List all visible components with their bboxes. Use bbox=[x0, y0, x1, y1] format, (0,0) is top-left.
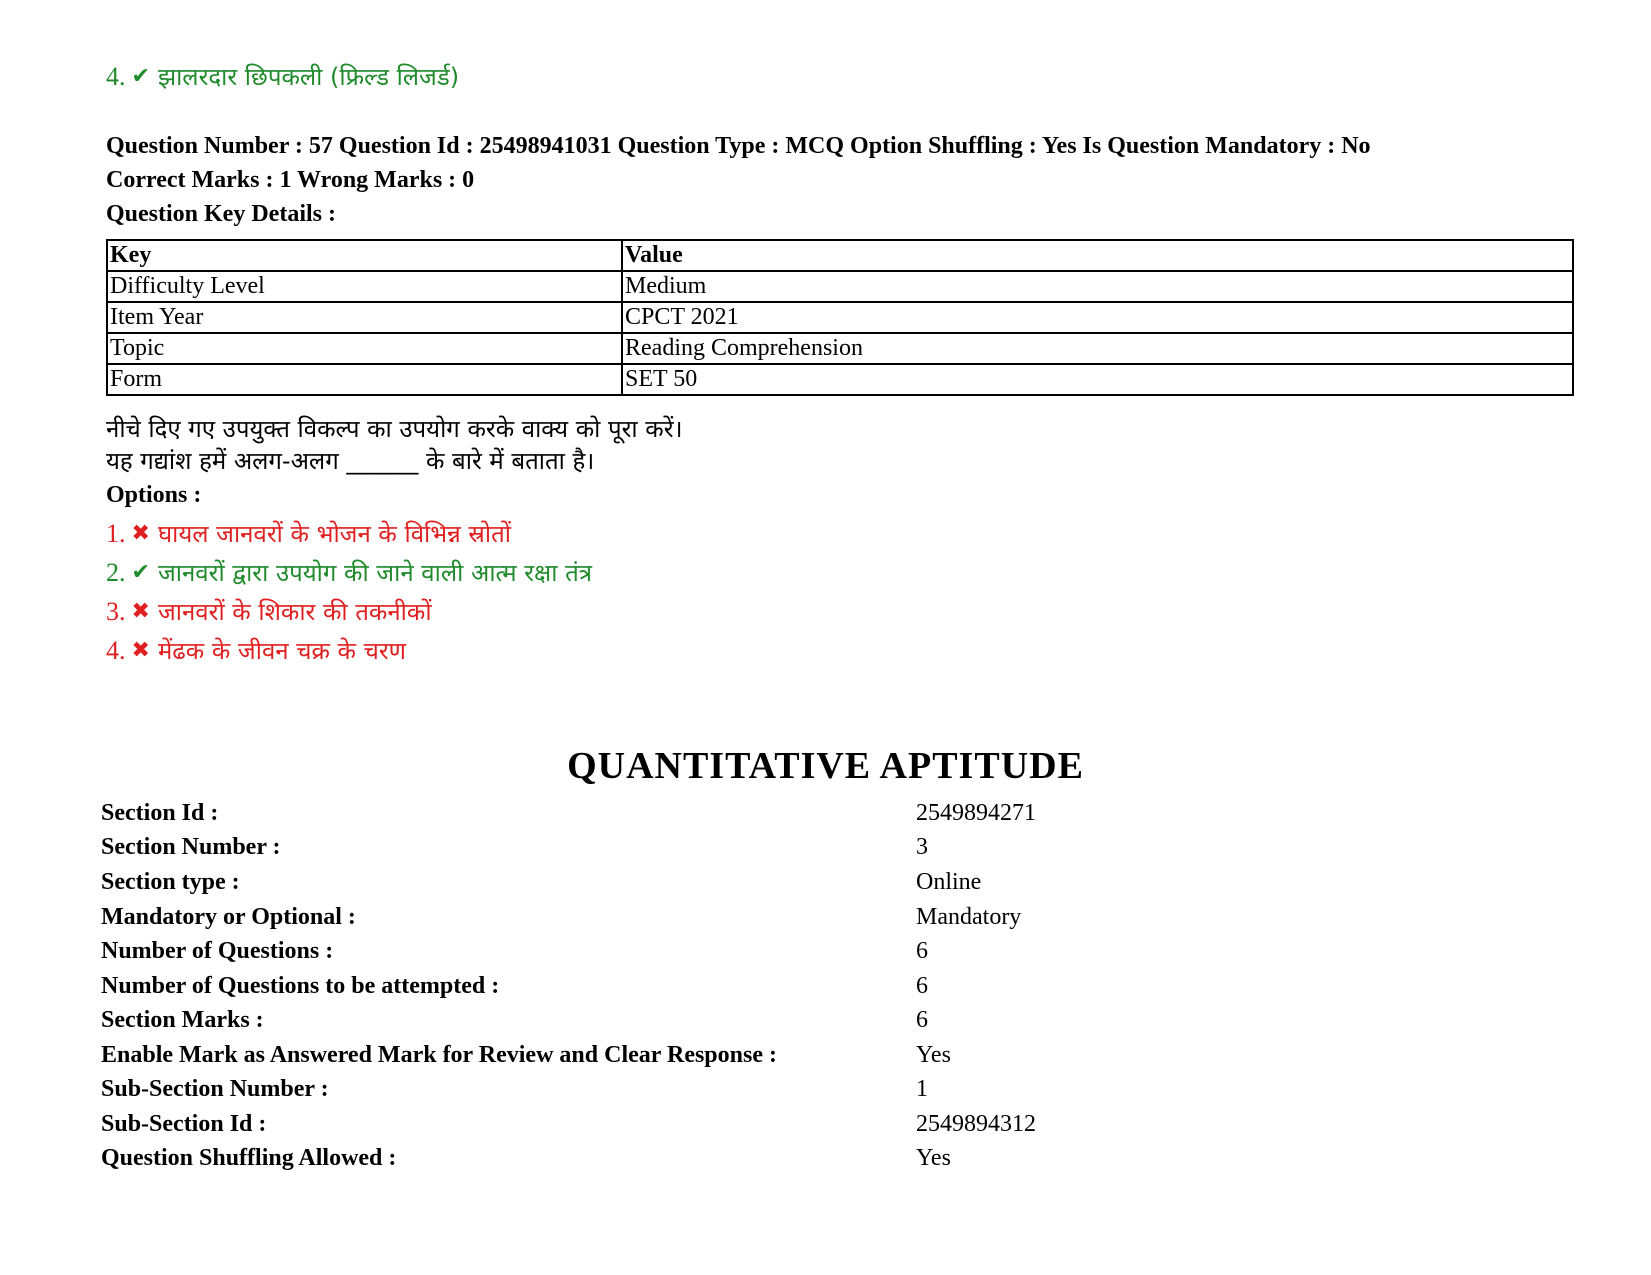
section-info-label: Mandatory or Optional : bbox=[101, 904, 356, 930]
table-cell-key: Form bbox=[107, 364, 622, 395]
option-number: 2. bbox=[106, 557, 126, 587]
option-text: मेंढक के जीवन चक्र के चरण bbox=[157, 637, 407, 665]
option-1 bbox=[106, 517, 511, 550]
section-info-label: Enable Mark as Answered Mark for Review and Clear Response : bbox=[101, 1042, 777, 1068]
check-icon: ✔ bbox=[131, 560, 150, 585]
section-info-label: Sub-Section Id : bbox=[101, 1111, 267, 1137]
question-key-details-label: Question Key Details : bbox=[106, 201, 336, 227]
section-info-value: Yes bbox=[916, 1042, 951, 1068]
section-info-label: Number of Questions to be attempted : bbox=[101, 973, 500, 999]
table-cell-key: Topic bbox=[107, 333, 622, 364]
section-info-row bbox=[101, 869, 1301, 899]
section-info-value: 6 bbox=[916, 1007, 928, 1033]
table-cell-key: Difficulty Level bbox=[107, 271, 622, 302]
question-instruction: नीचे दिए गए उपयुक्त विकल्प का उपयोग करके वाक्य को पूरा करें। bbox=[106, 415, 683, 443]
section-info-value: 6 bbox=[916, 973, 928, 999]
section-info-row bbox=[101, 1007, 1301, 1037]
section-info-row bbox=[101, 938, 1301, 968]
section-info-row bbox=[101, 973, 1301, 1003]
section-info-label: Section type : bbox=[101, 869, 240, 895]
option-text: जानवरों द्वारा उपयोग की जाने वाली आत्म रक्षा तंत्र bbox=[157, 559, 592, 587]
table-header-value: Value bbox=[622, 240, 1573, 271]
option-3 bbox=[106, 595, 432, 628]
check-icon: ✔ bbox=[131, 64, 150, 89]
option-number: 4. bbox=[106, 61, 126, 91]
section-title: QUANTITATIVE APTITUDE bbox=[567, 745, 1084, 787]
option-2 bbox=[106, 556, 592, 589]
section-info-label: Section Marks : bbox=[101, 1007, 264, 1033]
option-text: झालरदार छिपकली (फ्रिल्ड लिजर्ड) bbox=[157, 63, 460, 91]
section-info-label: Number of Questions : bbox=[101, 938, 334, 964]
section-info-row bbox=[101, 1145, 1301, 1175]
option-number: 4. bbox=[106, 635, 126, 665]
previous-option-4 bbox=[106, 60, 459, 93]
section-info-row bbox=[101, 1042, 1301, 1072]
table-cell-value: Reading Comprehension bbox=[622, 333, 1573, 364]
section-info-row bbox=[101, 904, 1301, 934]
option-4 bbox=[106, 634, 406, 667]
question-meta-line: Question Number : 57 Question Id : 25498941031 Question Type : MCQ Option Shuffling : Yes Is Question Mandatory : No bbox=[106, 133, 1371, 159]
cross-icon: ✖ bbox=[131, 521, 150, 546]
options-label: Options : bbox=[106, 482, 202, 508]
section-info-value: Yes bbox=[916, 1145, 951, 1171]
section-info-value: 2549894271 bbox=[916, 800, 1036, 826]
table-row bbox=[107, 333, 1573, 364]
section-info-label: Sub-Section Number : bbox=[101, 1076, 329, 1102]
cross-icon: ✖ bbox=[131, 638, 150, 663]
section-info-row bbox=[101, 800, 1301, 830]
section-info-row bbox=[101, 834, 1301, 864]
section-info-label: Section Number : bbox=[101, 834, 281, 860]
section-info-value: Online bbox=[916, 869, 982, 895]
option-text: जानवरों के शिकार की तकनीकों bbox=[157, 598, 432, 626]
question-marks-line: Correct Marks : 1 Wrong Marks : 0 bbox=[106, 167, 475, 193]
section-info-label: Section Id : bbox=[101, 800, 219, 826]
table-cell-value: Medium bbox=[622, 271, 1573, 302]
section-info-value: Mandatory bbox=[916, 904, 1022, 930]
table-header-key: Key bbox=[107, 240, 622, 271]
section-info-row bbox=[101, 1076, 1301, 1106]
option-number: 1. bbox=[106, 518, 126, 548]
option-number: 3. bbox=[106, 596, 126, 626]
question-key-table bbox=[106, 239, 1574, 396]
section-info-value: 6 bbox=[916, 938, 928, 964]
section-info-value: 3 bbox=[916, 834, 928, 860]
section-info-label: Question Shuffling Allowed : bbox=[101, 1145, 397, 1171]
table-cell-value: SET 50 bbox=[622, 364, 1573, 395]
section-info-value: 2549894312 bbox=[916, 1111, 1036, 1137]
section-info-row bbox=[101, 1111, 1301, 1141]
question-stem: यह गद्यांश हमें अलग-अलग ______ के बारे में बताता है। bbox=[106, 447, 595, 475]
option-text: घायल जानवरों के भोजन के विभिन्न स्रोतों bbox=[157, 520, 512, 548]
cross-icon: ✖ bbox=[131, 599, 150, 624]
section-info-value: 1 bbox=[916, 1076, 928, 1102]
table-row bbox=[107, 271, 1573, 302]
table-cell-value: CPCT 2021 bbox=[622, 302, 1573, 333]
table-row bbox=[107, 364, 1573, 395]
table-cell-key: Item Year bbox=[107, 302, 622, 333]
table-row bbox=[107, 302, 1573, 333]
table-header-row bbox=[107, 240, 1573, 271]
